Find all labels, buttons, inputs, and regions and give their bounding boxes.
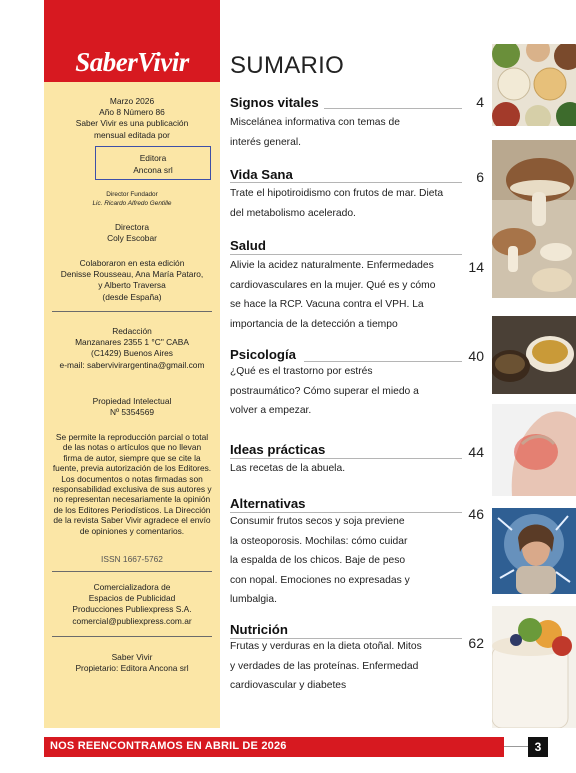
- footer-banner: [44, 737, 504, 757]
- sidebar-divider: [52, 311, 212, 312]
- section-title-vida-sana: Vida Sana: [230, 167, 293, 182]
- section-title-ideas-practicas: Ideas prácticas: [230, 442, 326, 457]
- section-description: Frutas y verduras en la dieta otoñal. Mitos y verdades de las proteínas. Enfermedad cardiovascular y diabetes: [230, 641, 422, 691]
- intellectual-property: Propiedad Intelectual Nº 5354569: [92, 396, 172, 418]
- page-number: 44: [468, 444, 484, 460]
- logo-band: [44, 0, 220, 82]
- page-number: 6: [476, 169, 484, 185]
- mushrooms-photo: [492, 140, 576, 298]
- sidebar-divider: [52, 636, 212, 637]
- section-title-signos-vitales: Signos vitales: [230, 95, 319, 110]
- saber-vivir-logo: SaberVivir: [75, 47, 189, 77]
- footer-rule: [504, 746, 528, 747]
- legumes-photo: [492, 44, 576, 126]
- page-folio: 3: [528, 737, 548, 757]
- chest-pain-photo: [492, 404, 576, 496]
- section-title-psicologia: Psicología: [230, 347, 296, 362]
- section-title-salud: Salud: [230, 238, 266, 253]
- newsroom-address: Redacción Manzanares 2355 1 °C" CABA (C1429) Buenos Aires e-mail: sabervivirargentina@gmail.com: [59, 326, 205, 370]
- section-description: ¿Qué es el trastorno por estrés postraumático? Cómo superar el miedo a volver a empezar.: [230, 366, 419, 416]
- issue-info: Marzo 2026 Año 8 Número 86 Saber Vivir es una publicación mensual editada por: [75, 96, 189, 140]
- section-title-nutricion: Nutrición: [230, 622, 288, 637]
- section-rule: [230, 182, 462, 183]
- stressed-woman-photo: [492, 508, 576, 594]
- page-number: 14: [468, 259, 484, 275]
- collaborators-credit: Colaboraron en esta edición Denisse Rousseau, Ana María Pataro, y Alberto Traversa (desde España): [60, 258, 204, 302]
- footer-banner-text: NOS REENCONTRAMOS EN ABRIL DE 2026: [50, 740, 287, 752]
- section-title-alternativas: Alternativas: [230, 496, 306, 511]
- founder-credit: Director Fundador Lic. Ricardo Alfredo Gentille: [92, 191, 172, 207]
- tea-photo: [492, 316, 576, 394]
- section-description: Miscelánea informativa con temas de interés general.: [230, 117, 400, 148]
- section-description: Alivie la acidez naturalmente. Enfermedades cardiovasculares en la mujer. Qué es y cómo se hace la RCP. Vacuna contra el VPH. La importancia de la detección a tiempo: [230, 260, 436, 330]
- section-description: Las recetas de la abuela.: [230, 463, 346, 474]
- issn: ISSN 1667-5762: [101, 554, 163, 564]
- legal-notice: Se permite la reproducción parcial o total de las notas o artículos que no llevan firma de autor, siempre que se cite la fuente, previa autorización de los Editores. Los documentos o notas firmadas son responsabilidad exclusiva de sus autores y no representan necesariamente la opinión de los Editores Periodísticos. La Dirección de la revista Saber Vivir agradece el envío de opiniones y comentarios.: [52, 432, 212, 536]
- section-rule: [230, 254, 462, 255]
- owner-credit: Saber Vivir Propietario: Editora Ancona srl: [75, 652, 189, 674]
- section-rule: [324, 108, 462, 109]
- sidebar-divider: [52, 571, 212, 572]
- contents-heading: SUMARIO: [230, 52, 345, 79]
- page-number: 62: [468, 635, 484, 651]
- page-number: 40: [468, 348, 484, 364]
- section-description: Trate el hipotiroidismo con frutos de mar. Dieta del metabolismo acelerado.: [230, 188, 444, 219]
- director-credit: Directora Coly Escobar: [107, 222, 157, 244]
- section-description: Consumir frutos secos y soja previene la osteoporosis. Mochilas: cómo cuidar la espalda de los chicos. Baje de peso con nopal. Emociones no expresadas y lumbalgia.: [230, 516, 410, 605]
- yogurt-fruit-photo: [492, 606, 576, 728]
- page-number: 46: [468, 506, 484, 522]
- page-number: 4: [476, 94, 484, 110]
- publisher-box: Editora Ancona srl: [95, 146, 211, 180]
- advertising-credit: Comercializadora de Espacios de Publicidad Producciones Publiexpress S.A. comercial@publiexpress.com.ar: [72, 582, 192, 626]
